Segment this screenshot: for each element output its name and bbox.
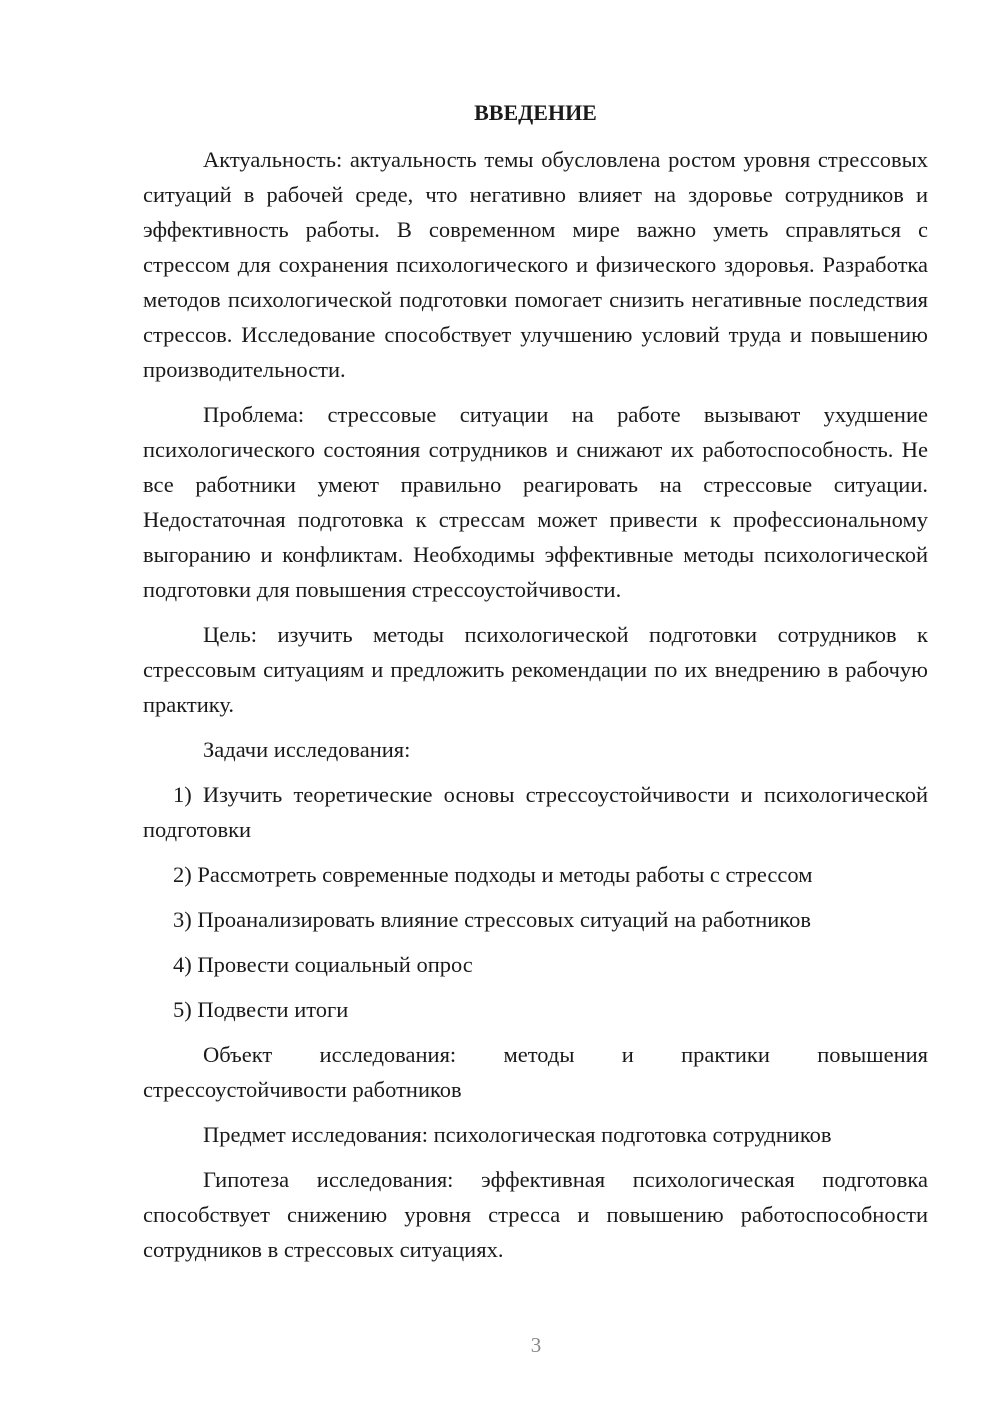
- goal-paragraph: Цель: изучить методы психологической подготовки сотрудников к стрессовым ситуациям и предложить рекомендации по их внедрению в рабочую практику.: [143, 622, 928, 717]
- relevance-paragraph: Актуальность: актуальность темы обусловлена ростом уровня стрессовых ситуаций в рабочей среде, что негативно влияет на здоровье сотрудников и эффективность работы. В современном мире важно уметь справляться с стрессом для сохранения психологического и физического здоровья. Разработка методов психологической подготовки помогает снизить негативные последствия стрессов. Исследование способствует улучшению условий труда и повышению производительности.: [143, 147, 928, 382]
- task-item-5: 5) Подвести итоги: [173, 997, 349, 1022]
- task-item-1: 1) Изучить теоретические основы стрессоустойчивости и психологической подготовки: [143, 782, 928, 842]
- task-item-2: 2) Рассмотреть современные подходы и методы работы с стрессом: [173, 862, 813, 887]
- page-number: 3: [530, 1333, 542, 1357]
- page-title: ВВЕДЕНИЕ: [474, 100, 597, 125]
- document-page: [143, 95, 928, 1277]
- task-item-3: 3) Проанализировать влияние стрессовых ситуаций на работников: [173, 907, 811, 932]
- object-paragraph: Объект исследования: методы и практики повышения стрессоустойчивости работников: [143, 1042, 928, 1102]
- hypothesis-paragraph: Гипотеза исследования: эффективная психологическая подготовка способствует снижению уровня стресса и повышению работоспособности сотрудников в стрессовых ситуациях.: [143, 1167, 928, 1262]
- subject-paragraph: Предмет исследования: психологическая подготовка сотрудников: [203, 1122, 832, 1147]
- tasks-heading: Задачи исследования:: [203, 737, 411, 762]
- task-item-4: 4) Провести социальный опрос: [173, 952, 473, 977]
- problem-paragraph: Проблема: стрессовые ситуации на работе вызывают ухудшение психологического состояния сотрудников и снижают их работоспособность. Не все работники умеют правильно реагировать на стрессовые ситуации. Недостаточная подготовка к стрессам может привести к профессиональному выгоранию и конфликтам. Необходимы эффективные методы психологической подготовки для повышения стрессоустойчивости.: [143, 402, 928, 602]
